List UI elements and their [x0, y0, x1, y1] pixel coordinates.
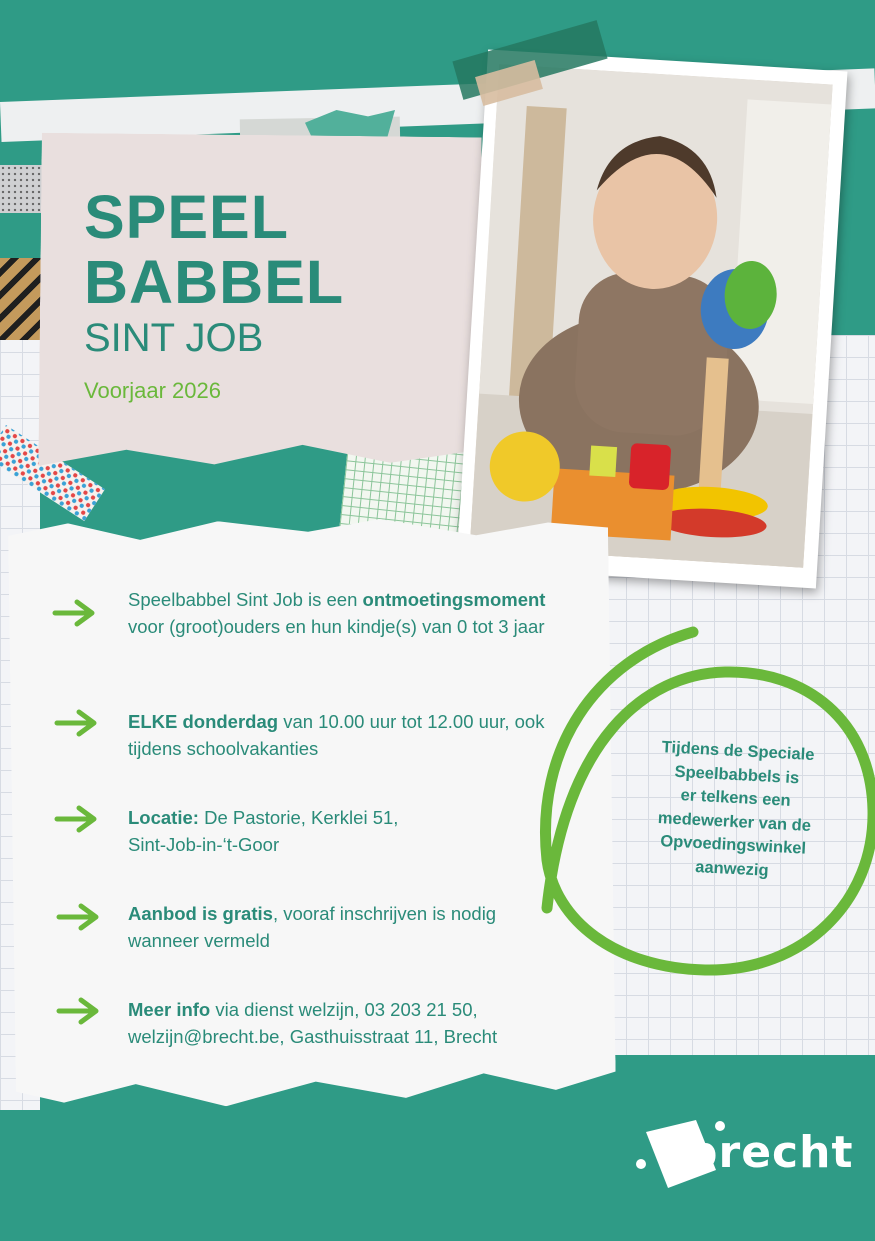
- title-season: Voorjaar 2026: [84, 378, 221, 403]
- arrow-right-icon: [56, 902, 102, 932]
- item-text-post: De Pastorie, Kerklei 51, Sint-Job-in-‘t-Goor: [128, 807, 399, 855]
- item-text-strong: Aanbod is gratis: [128, 903, 273, 924]
- callout-line: Opvoedingswinkel: [659, 832, 807, 858]
- item-text-pre: Speelbabbel Sint Job is een: [128, 589, 363, 610]
- brecht-logo-text: brecht: [686, 1127, 854, 1178]
- item-text: [128, 804, 428, 858]
- arrow-right-icon: [56, 996, 102, 1026]
- arrow-right-icon: [52, 598, 98, 628]
- item-text: [128, 900, 498, 954]
- item-text-strong: Meer info: [128, 999, 211, 1020]
- item-text-post: van 10.00 uur tot 12.00 uur, ook tijdens schoolvakanties: [128, 711, 545, 759]
- arrow-right-icon: [54, 708, 100, 738]
- callout-line: medewerker van de: [657, 808, 812, 835]
- title-line-2: BABBEL: [84, 248, 345, 316]
- arrow-right-icon: [54, 804, 100, 834]
- callout-line: Speelbabbels is: [674, 762, 800, 787]
- item-text-strong: ELKE donderdag: [128, 711, 279, 732]
- baby-photo: [470, 64, 833, 567]
- callout-text: [626, 735, 843, 887]
- item-text-strong: Locatie:: [128, 807, 199, 828]
- photo-frame: [457, 49, 848, 588]
- callout-line: Tijdens de Speciale: [661, 738, 815, 765]
- brecht-logo: [634, 1112, 854, 1192]
- item-text-post: via dienst welzijn, 03 203 21 50, welzijn@brecht.be, Gasthuisstraat 11, Brecht: [128, 999, 498, 1047]
- item-text-post: , vooraf inschrijven is nodig wanneer vermeld: [128, 903, 497, 951]
- item-text: [128, 996, 548, 1050]
- item-text-post: voor (groot)ouders en hun kindje(s) van 0 tot 3 jaar: [128, 616, 545, 637]
- title-subtitle: SINT JOB: [84, 316, 264, 360]
- item-text-strong: ontmoetingsmoment: [362, 589, 546, 610]
- title-line-1: SPEEL: [84, 183, 290, 251]
- item-text: [128, 708, 548, 762]
- decor-dots-strip: [0, 165, 42, 213]
- callout-line: er telkens een: [680, 786, 792, 810]
- item-text: [128, 586, 548, 640]
- title-block: [84, 183, 444, 405]
- decor-cork-stripes: [0, 258, 42, 340]
- callout-line: aanwezig: [694, 857, 770, 880]
